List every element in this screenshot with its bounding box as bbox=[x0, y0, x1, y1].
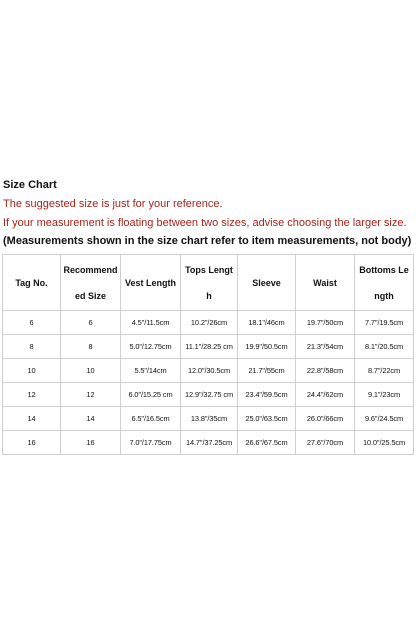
cell-waist: 26.0"/66cm bbox=[296, 407, 355, 431]
cell-bottoms-length: 8.7"/22cm bbox=[355, 359, 414, 383]
cell-waist: 19.7"/50cm bbox=[296, 311, 355, 335]
cell-vest-length: 5.5"/14cm bbox=[121, 359, 181, 383]
cell-waist: 24.4"/62cm bbox=[296, 383, 355, 407]
table-row bbox=[3, 311, 414, 335]
cell-tag-no: 14 bbox=[3, 407, 61, 431]
cell-recommended-size: 6 bbox=[61, 311, 121, 335]
cell-recommended-size: 14 bbox=[61, 407, 121, 431]
cell-sleeve: 25.0"/63.5cm bbox=[238, 407, 296, 431]
table-row bbox=[3, 431, 414, 455]
cell-waist: 21.3"/54cm bbox=[296, 335, 355, 359]
table-row bbox=[3, 359, 414, 383]
cell-vest-length: 4.5"/11.5cm bbox=[121, 311, 181, 335]
cell-waist: 27.6"/70cm bbox=[296, 431, 355, 455]
cell-sleeve: 19.9"/50.5cm bbox=[238, 335, 296, 359]
cell-sleeve: 23.4"/59.5cm bbox=[238, 383, 296, 407]
header-recommended-size: Recommend ed Size bbox=[61, 255, 121, 311]
reference-note: The suggested size is just for your reference. bbox=[3, 198, 223, 210]
cell-vest-length: 6.5"/16.5cm bbox=[121, 407, 181, 431]
cell-sleeve: 26.6"/67.5cm bbox=[238, 431, 296, 455]
table-row bbox=[3, 383, 414, 407]
cell-tops-length: 11.1"/28.25 cm bbox=[181, 335, 238, 359]
measurement-disclaimer: (Measurements shown in the size chart refer to item measurements, not body) bbox=[3, 235, 412, 247]
header-waist: Waist bbox=[296, 255, 355, 311]
cell-recommended-size: 8 bbox=[61, 335, 121, 359]
cell-tag-no: 12 bbox=[3, 383, 61, 407]
cell-vest-length: 5.0"/12.75cm bbox=[121, 335, 181, 359]
cell-tops-length: 14.7"/37.25cm bbox=[181, 431, 238, 455]
cell-sleeve: 21.7"/55cm bbox=[238, 359, 296, 383]
cell-recommended-size: 10 bbox=[61, 359, 121, 383]
size-chart-title: Size Chart bbox=[3, 179, 57, 191]
cell-bottoms-length: 8.1"/20.5cm bbox=[355, 335, 414, 359]
cell-vest-length: 6.0"/15.25 cm bbox=[121, 383, 181, 407]
larger-size-advice: If your measurement is floating between two sizes, advise choosing the larger size. bbox=[3, 217, 407, 229]
size-table bbox=[2, 254, 414, 455]
cell-tag-no: 6 bbox=[3, 311, 61, 335]
cell-waist: 22.8"/58cm bbox=[296, 359, 355, 383]
cell-bottoms-length: 10.0"/25.5cm bbox=[355, 431, 414, 455]
cell-tops-length: 10.2"/26cm bbox=[181, 311, 238, 335]
table-header-row bbox=[3, 255, 414, 311]
table-row bbox=[3, 335, 414, 359]
cell-sleeve: 18.1"/46cm bbox=[238, 311, 296, 335]
cell-bottoms-length: 9.6"/24.5cm bbox=[355, 407, 414, 431]
cell-tag-no: 10 bbox=[3, 359, 61, 383]
cell-vest-length: 7.0"/17.75cm bbox=[121, 431, 181, 455]
header-bottoms-length: Bottoms Le ngth bbox=[355, 255, 414, 311]
header-tag-no: Tag No. bbox=[3, 255, 61, 311]
cell-bottoms-length: 9.1"/23cm bbox=[355, 383, 414, 407]
header-sleeve: Sleeve bbox=[238, 255, 296, 311]
cell-tag-no: 16 bbox=[3, 431, 61, 455]
header-tops-length: Tops Lengt h bbox=[181, 255, 238, 311]
cell-tag-no: 8 bbox=[3, 335, 61, 359]
cell-recommended-size: 16 bbox=[61, 431, 121, 455]
header-vest-length: Vest Length bbox=[121, 255, 181, 311]
cell-tops-length: 12.9"/32.75 cm bbox=[181, 383, 238, 407]
table-row bbox=[3, 407, 414, 431]
cell-tops-length: 12.0"/30.5cm bbox=[181, 359, 238, 383]
cell-recommended-size: 12 bbox=[61, 383, 121, 407]
cell-bottoms-length: 7.7"/19.5cm bbox=[355, 311, 414, 335]
cell-tops-length: 13.8"/35cm bbox=[181, 407, 238, 431]
